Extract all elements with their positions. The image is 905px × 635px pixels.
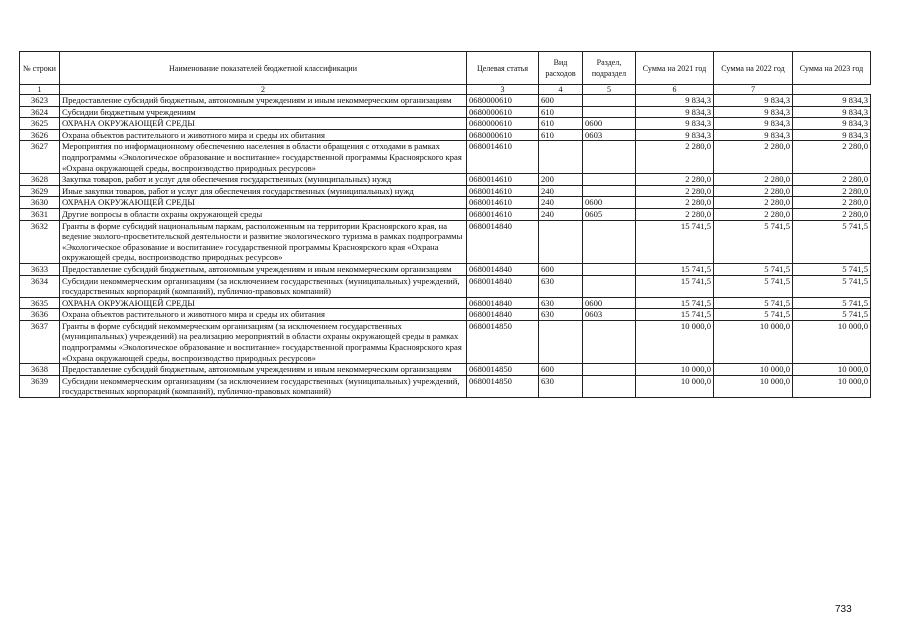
sum-2023: 2 280,0	[793, 197, 871, 209]
indicator-name: Гранты в форме субсидий национальным паркам, расположенным на территории Красноярского края, на ведение эколого-просветительской деятельности и развитие экологического туризма в рамках подпрограммы «Экологическое образование и воспитание» государственной программы Красноярского края «Охрана окружающей среды, воспроизводство природных ресурсов»	[60, 220, 467, 263]
indicator-name: Предоставление субсидий бюджетным, автономным учреждениям и иным некоммерческим организациям	[60, 263, 467, 275]
row-number: 3632	[20, 220, 60, 263]
sum-2021: 9 834,3	[636, 129, 714, 141]
sum-2023: 5 741,5	[793, 309, 871, 321]
indicator-name: Мероприятия по информационному обеспечению населения в области обращения с отходами в рамках подпрограммы «Экологическое образование и воспитание» государственной программы Красноярского края «Охрана окружающей среды, воспроизводство природных ресурсов»	[60, 141, 467, 174]
section-code	[583, 185, 636, 197]
sum-2023: 10 000,0	[793, 320, 871, 363]
indicator-name: Субсидии бюджетным учреждениям	[60, 106, 467, 118]
section-code	[583, 220, 636, 263]
table-row	[20, 197, 871, 209]
target-item: 0680014610	[467, 197, 539, 209]
target-item: 0680014840	[467, 275, 539, 297]
expense-type: 610	[539, 106, 583, 118]
expense-type: 610	[539, 118, 583, 130]
sum-2021: 10 000,0	[636, 375, 714, 397]
target-item: 0680014850	[467, 364, 539, 376]
target-item: 0680014610	[467, 174, 539, 186]
sum-2022: 9 834,3	[714, 95, 793, 107]
row-number: 3624	[20, 106, 60, 118]
sum-2022: 2 280,0	[714, 141, 793, 174]
sum-2022: 5 741,5	[714, 309, 793, 321]
section-code	[583, 106, 636, 118]
expense-type: 240	[539, 208, 583, 220]
sum-2023: 9 834,3	[793, 106, 871, 118]
indicator-name: ОХРАНА ОКРУЖАЮЩЕЙ СРЕДЫ	[60, 197, 467, 209]
sum-2021: 2 280,0	[636, 208, 714, 220]
sum-2022: 9 834,3	[714, 106, 793, 118]
indicator-name: Охрана объектов растительного и животного мира и среды их обитания	[60, 129, 467, 141]
row-number: 3633	[20, 263, 60, 275]
column-number-row	[20, 85, 871, 95]
indicator-name: Закупка товаров, работ и услуг для обеспечения государственных (муниципальных) нужд	[60, 174, 467, 186]
row-number: 3630	[20, 197, 60, 209]
section-code	[583, 263, 636, 275]
indicator-name: Гранты в форме субсидий некоммерческим организациям (за исключением государственных (муниципальных) учреждений) на реализацию мероприятий в области охраны окружающей среды в рамках подпрограммы «Экологическое образование и воспитание» государственной программы Красноярского края «Охрана окружающей среды, воспроизводство природных ресурсов»	[60, 320, 467, 363]
section-code: 0605	[583, 208, 636, 220]
expense-type: 610	[539, 129, 583, 141]
indicator-name: Охрана объектов растительного и животного мира и среды их обитания	[60, 309, 467, 321]
sum-2021: 15 741,5	[636, 263, 714, 275]
column-number: 3	[467, 85, 539, 95]
sum-2022: 2 280,0	[714, 197, 793, 209]
expense-type: 600	[539, 95, 583, 107]
table-row	[20, 174, 871, 186]
expense-type	[539, 220, 583, 263]
row-number: 3639	[20, 375, 60, 397]
sum-2021: 2 280,0	[636, 197, 714, 209]
sum-2021: 2 280,0	[636, 141, 714, 174]
target-item: 0680014840	[467, 263, 539, 275]
row-number: 3627	[20, 141, 60, 174]
expense-type	[539, 141, 583, 174]
indicator-name: Другие вопросы в области охраны окружающей среды	[60, 208, 467, 220]
target-item: 0680014840	[467, 309, 539, 321]
sum-2022: 10 000,0	[714, 375, 793, 397]
table-row	[20, 364, 871, 376]
header-section: Раздел, подраздел	[583, 52, 636, 85]
column-number: 4	[539, 85, 583, 95]
section-code: 0600	[583, 297, 636, 309]
sum-2023: 5 741,5	[793, 275, 871, 297]
column-number: 1	[20, 85, 60, 95]
section-code: 0603	[583, 309, 636, 321]
table-row	[20, 129, 871, 141]
expense-type: 630	[539, 309, 583, 321]
section-code: 0600	[583, 118, 636, 130]
row-number: 3625	[20, 118, 60, 130]
sum-2021: 15 741,5	[636, 220, 714, 263]
sum-2023: 10 000,0	[793, 364, 871, 376]
row-number: 3629	[20, 185, 60, 197]
sum-2022: 5 741,5	[714, 263, 793, 275]
table-row	[20, 185, 871, 197]
sum-2023: 5 741,5	[793, 297, 871, 309]
sum-2022: 5 741,5	[714, 275, 793, 297]
row-number: 3636	[20, 309, 60, 321]
header-target-item: Целевая статья	[467, 52, 539, 85]
section-code: 0603	[583, 129, 636, 141]
target-item: 0680000610	[467, 118, 539, 130]
target-item: 0680014610	[467, 208, 539, 220]
sum-2021: 10 000,0	[636, 320, 714, 363]
target-item: 0680000610	[467, 129, 539, 141]
sum-2023: 9 834,3	[793, 129, 871, 141]
indicator-name: Предоставление субсидий бюджетным, автономным учреждениям и иным некоммерческим организациям	[60, 364, 467, 376]
section-code	[583, 375, 636, 397]
table-row	[20, 375, 871, 397]
indicator-name: Субсидии некоммерческим организациям (за исключением государственных (муниципальных) учреждений, государственных корпораций (компаний), публично-правовых компаний)	[60, 275, 467, 297]
row-number: 3626	[20, 129, 60, 141]
table-body	[20, 95, 871, 398]
sum-2023: 2 280,0	[793, 185, 871, 197]
table-row	[20, 275, 871, 297]
sum-2021: 10 000,0	[636, 364, 714, 376]
table-row	[20, 263, 871, 275]
expense-type: 630	[539, 297, 583, 309]
target-item: 0680014610	[467, 141, 539, 174]
section-code	[583, 275, 636, 297]
indicator-name: Иные закупки товаров, работ и услуг для обеспечения государственных (муниципальных) нужд	[60, 185, 467, 197]
target-item: 0680000610	[467, 106, 539, 118]
section-code	[583, 364, 636, 376]
sum-2022: 9 834,3	[714, 118, 793, 130]
indicator-name: Предоставление субсидий бюджетным, автономным учреждениям и иным некоммерческим организациям	[60, 95, 467, 107]
column-number: 6	[636, 85, 714, 95]
section-code	[583, 95, 636, 107]
table-row	[20, 220, 871, 263]
expense-type: 200	[539, 174, 583, 186]
page-number: 733	[835, 604, 852, 615]
table-row	[20, 106, 871, 118]
target-item: 0680014840	[467, 297, 539, 309]
table-row	[20, 95, 871, 107]
row-number: 3635	[20, 297, 60, 309]
table-row	[20, 320, 871, 363]
row-number: 3628	[20, 174, 60, 186]
indicator-name: Субсидии некоммерческим организациям (за исключением государственных (муниципальных) учреждений, государственных корпораций (компаний), публично-правовых компаний)	[60, 375, 467, 397]
sum-2022: 10 000,0	[714, 364, 793, 376]
expense-type: 630	[539, 375, 583, 397]
header-row	[20, 52, 871, 85]
column-number: 5	[583, 85, 636, 95]
sum-2022: 5 741,5	[714, 220, 793, 263]
sum-2021: 9 834,3	[636, 106, 714, 118]
table-row	[20, 309, 871, 321]
section-code	[583, 141, 636, 174]
sum-2022: 5 741,5	[714, 297, 793, 309]
expense-type: 630	[539, 275, 583, 297]
column-number: 2	[60, 85, 467, 95]
header-sum-2022: Сумма на 2022 год	[714, 52, 793, 85]
sum-2021: 9 834,3	[636, 95, 714, 107]
sum-2023: 2 280,0	[793, 208, 871, 220]
target-item: 0680014850	[467, 320, 539, 363]
expense-type: 240	[539, 185, 583, 197]
sum-2021: 15 741,5	[636, 297, 714, 309]
sum-2023: 2 280,0	[793, 141, 871, 174]
target-item: 0680014610	[467, 185, 539, 197]
sum-2022: 2 280,0	[714, 185, 793, 197]
table-row	[20, 208, 871, 220]
column-number: 7	[714, 85, 793, 95]
expense-type: 600	[539, 263, 583, 275]
target-item: 0680000610	[467, 95, 539, 107]
header-indicator-name: Наименование показателей бюджетной классификации	[60, 52, 467, 85]
row-number: 3631	[20, 208, 60, 220]
expense-type: 240	[539, 197, 583, 209]
sum-2021: 2 280,0	[636, 185, 714, 197]
indicator-name: ОХРАНА ОКРУЖАЮЩЕЙ СРЕДЫ	[60, 118, 467, 130]
sum-2021: 15 741,5	[636, 309, 714, 321]
header-sum-2021: Сумма на 2021 год	[636, 52, 714, 85]
sum-2022: 9 834,3	[714, 129, 793, 141]
section-code	[583, 320, 636, 363]
row-number: 3623	[20, 95, 60, 107]
sum-2022: 2 280,0	[714, 208, 793, 220]
sum-2021: 9 834,3	[636, 118, 714, 130]
row-number: 3638	[20, 364, 60, 376]
sum-2023: 10 000,0	[793, 375, 871, 397]
section-code	[583, 174, 636, 186]
sum-2021: 2 280,0	[636, 174, 714, 186]
row-number: 3634	[20, 275, 60, 297]
table-row	[20, 118, 871, 130]
sum-2022: 2 280,0	[714, 174, 793, 186]
sum-2021: 15 741,5	[636, 275, 714, 297]
sum-2023: 9 834,3	[793, 118, 871, 130]
expense-type	[539, 320, 583, 363]
table-row	[20, 141, 871, 174]
row-number: 3637	[20, 320, 60, 363]
section-code: 0600	[583, 197, 636, 209]
budget-table	[19, 51, 871, 398]
sum-2023: 5 741,5	[793, 263, 871, 275]
indicator-name: ОХРАНА ОКРУЖАЮЩЕЙ СРЕДЫ	[60, 297, 467, 309]
expense-type: 600	[539, 364, 583, 376]
header-expense-type: Вид расходов	[539, 52, 583, 85]
sum-2023: 2 280,0	[793, 174, 871, 186]
target-item: 0680014850	[467, 375, 539, 397]
sum-2023: 9 834,3	[793, 95, 871, 107]
table-row	[20, 297, 871, 309]
header-row-number: № строки	[20, 52, 60, 85]
target-item: 0680014840	[467, 220, 539, 263]
header-sum-2023: Сумма на 2023 год	[793, 52, 871, 85]
sum-2023: 5 741,5	[793, 220, 871, 263]
sum-2022: 10 000,0	[714, 320, 793, 363]
